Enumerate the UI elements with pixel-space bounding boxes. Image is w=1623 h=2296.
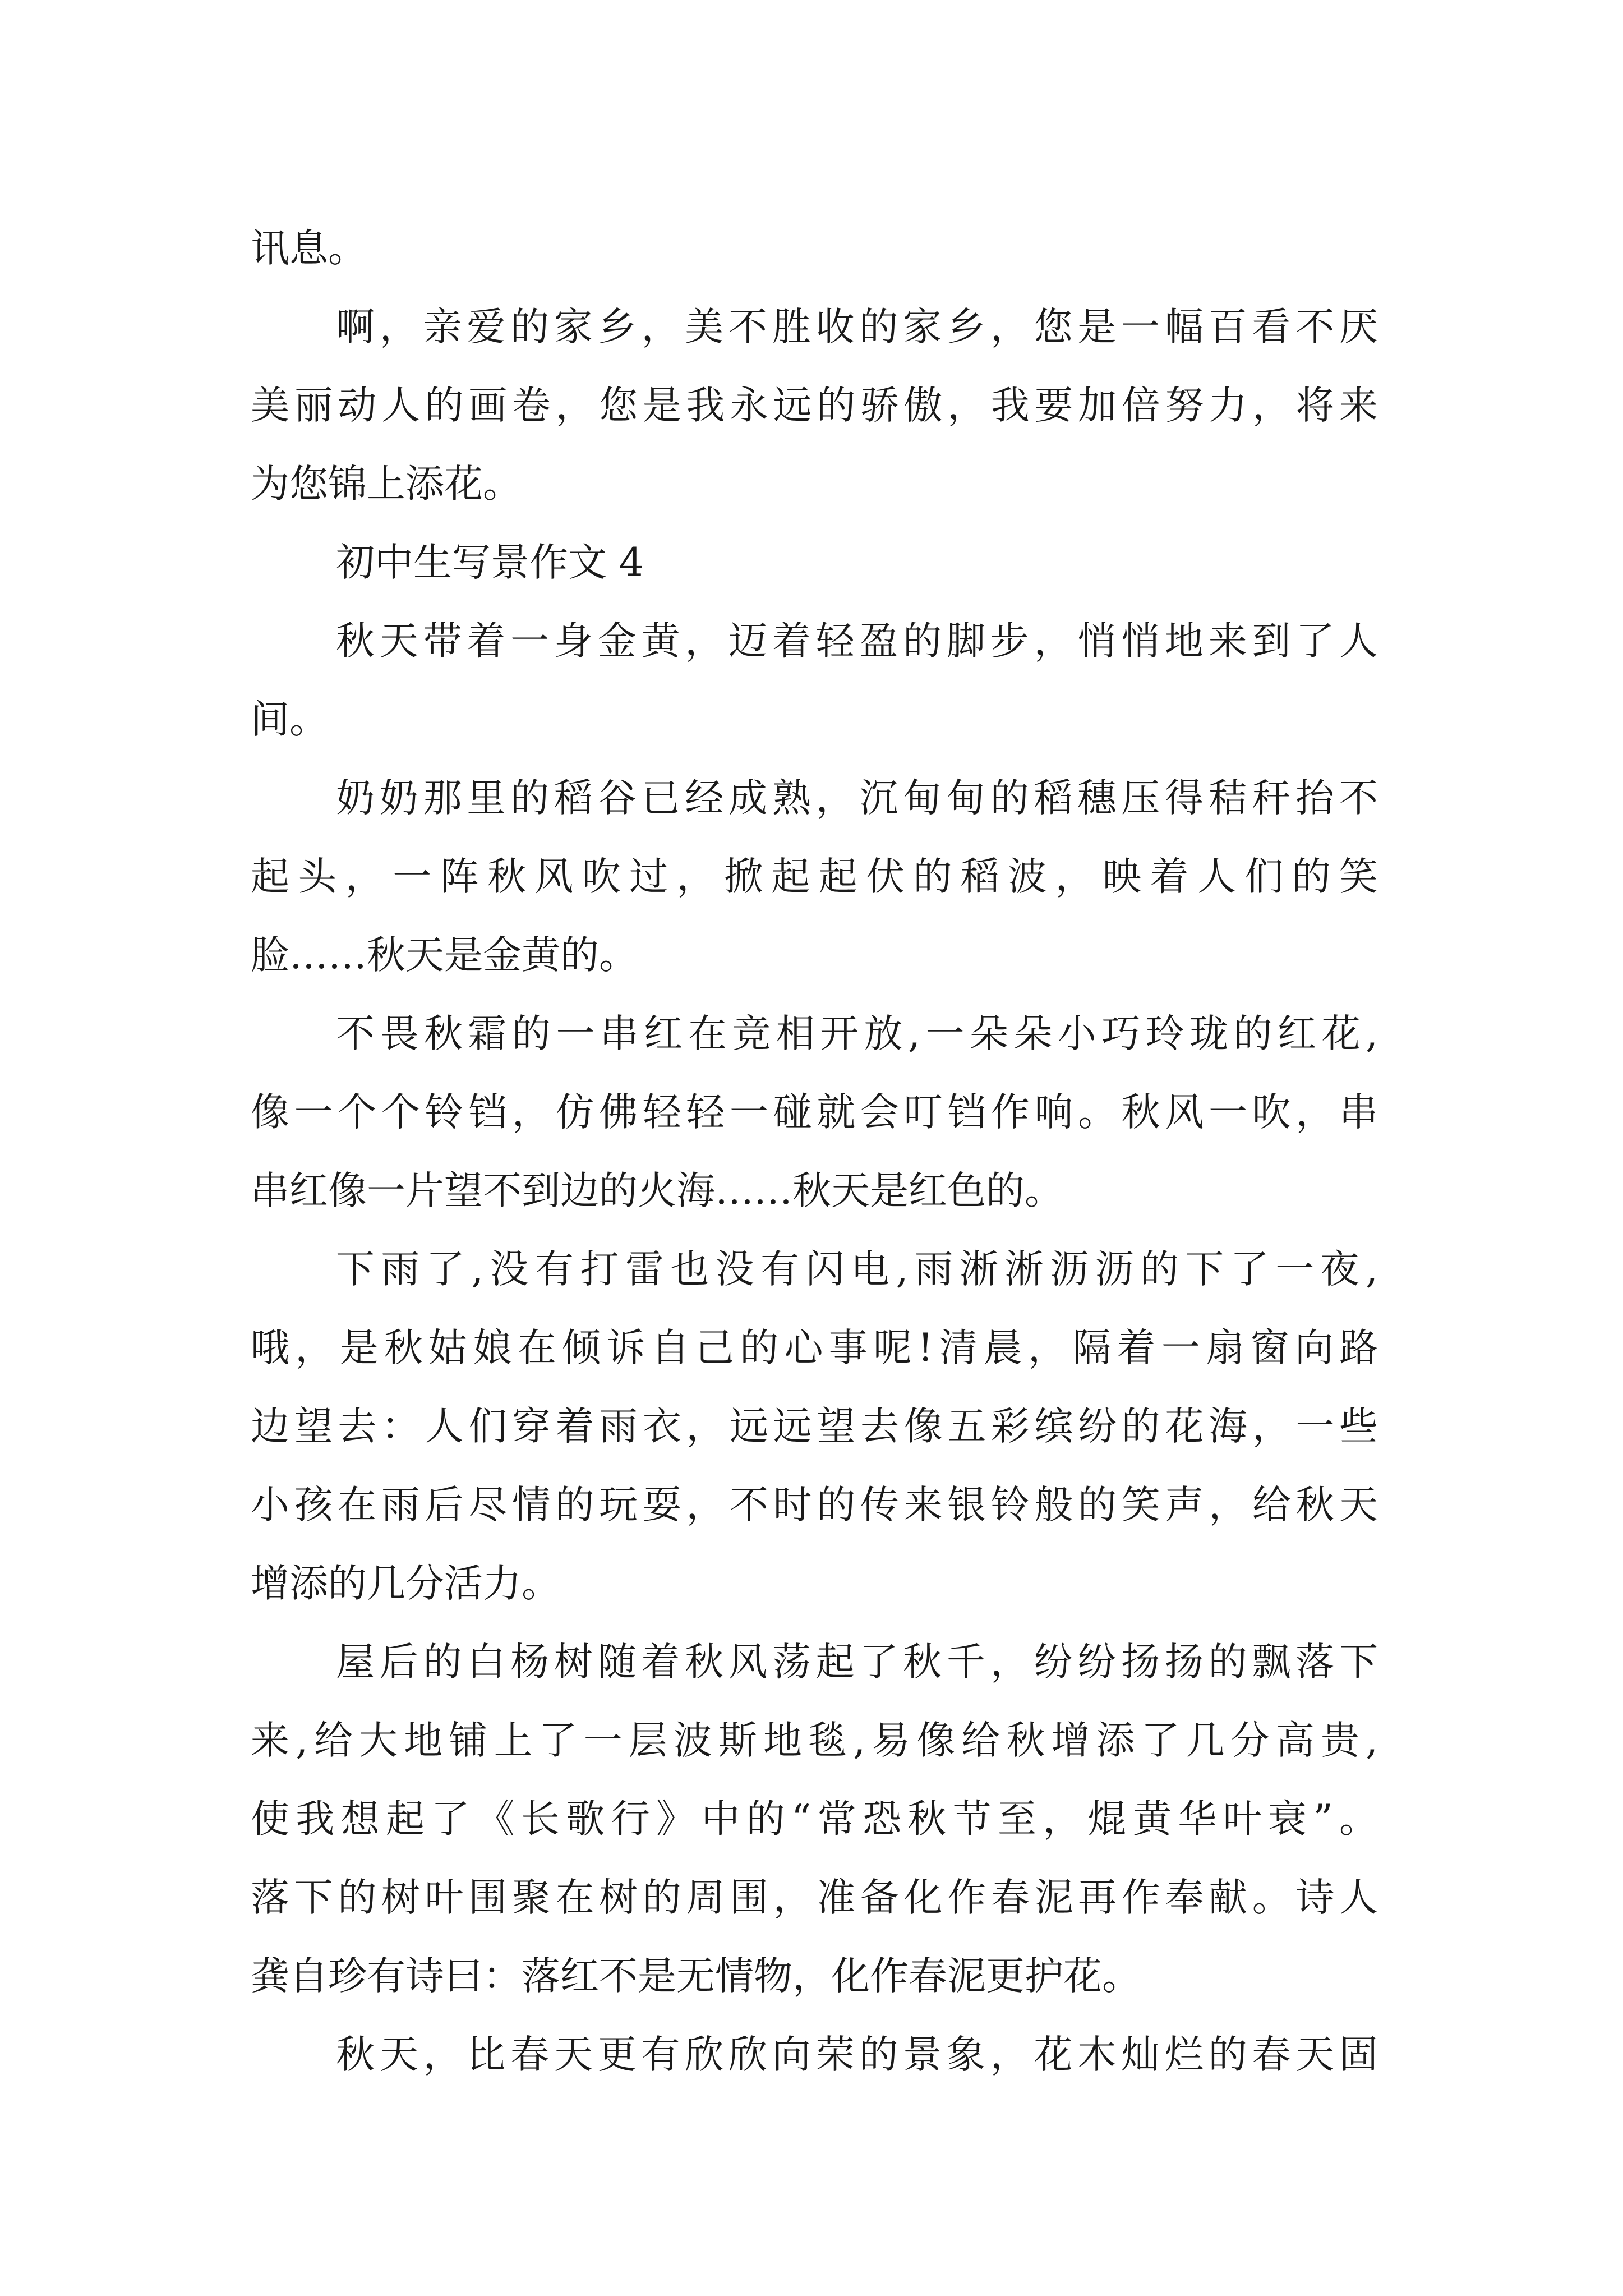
- text-line: 哦，是秋姑娘在倾诉自己的心事呢!清晨，隔着一扇窗向路: [251, 1326, 1378, 1370]
- document-page: [251, 209, 1378, 2094]
- text-line: 不畏秋霜的一串红在竞相开放,一朵朵小巧玲珑的红花,: [336, 1011, 1378, 1056]
- text-line: 秋天，比春天更有欣欣向荣的景象，花木灿烂的春天固: [336, 2032, 1378, 2077]
- text-line: 边望去：人们穿着雨衣，远远望去像五彩缤纷的花海，一些: [251, 1404, 1378, 1449]
- text-line: 龚自珍有诗曰：落红不是无情物，化作春泥更护花。: [251, 1954, 1141, 1999]
- text-line: 奶奶那里的稻谷已经成熟，沉甸甸的稻穗压得秸秆抬不: [336, 776, 1378, 821]
- text-line: 增添的几分活力。: [251, 1561, 560, 1606]
- text-line: 啊，亲爱的家乡，美不胜收的家乡，您是一幅百看不厌: [336, 305, 1378, 349]
- text-line: 来,给大地铺上了一层波斯地毯,易像给秋增添了几分高贵,: [251, 1718, 1378, 1763]
- section-heading: 初中生写景作文 4: [336, 540, 644, 585]
- text-line: 像一个个铃铛，仿佛轻轻一碰就会叮铛作响。秋风一吹，串: [251, 1090, 1378, 1135]
- text-line: 为您锦上添花。: [251, 462, 522, 507]
- text-line: 起头，一阵秋风吹过，掀起起伏的稻波，映着人们的笑: [251, 854, 1378, 899]
- text-line: 秋天带着一身金黄，迈着轻盈的脚步，悄悄地来到了人: [336, 619, 1378, 664]
- text-line: 落下的树叶围聚在树的周围，准备化作春泥再作奉献。诗人: [251, 1875, 1378, 1920]
- text-line: 串红像一片望不到边的火海……秋天是红色的。: [251, 1168, 1063, 1213]
- text-line: 讯息。: [251, 226, 367, 271]
- text-line: 屋后的白杨树随着秋风荡起了秋千，纷纷扬扬的飘落下: [336, 1640, 1378, 1685]
- text-line: 美丽动人的画卷，您是我永远的骄傲，我要加倍努力，将来: [251, 383, 1378, 428]
- text-line: 小孩在雨后尽情的玩耍，不时的传来银铃般的笑声，给秋天: [251, 1483, 1378, 1527]
- text-line: 间。: [251, 697, 328, 742]
- text-line: 脸……秋天是金黄的。: [251, 933, 638, 978]
- text-line: 使我想起了《长歌行》中的“常恐秋节至，焜黄华叶衰”。: [251, 1797, 1378, 1842]
- text-line: 下雨了,没有打雷也没有闪电,雨淅淅沥沥的下了一夜,: [336, 1247, 1378, 1292]
